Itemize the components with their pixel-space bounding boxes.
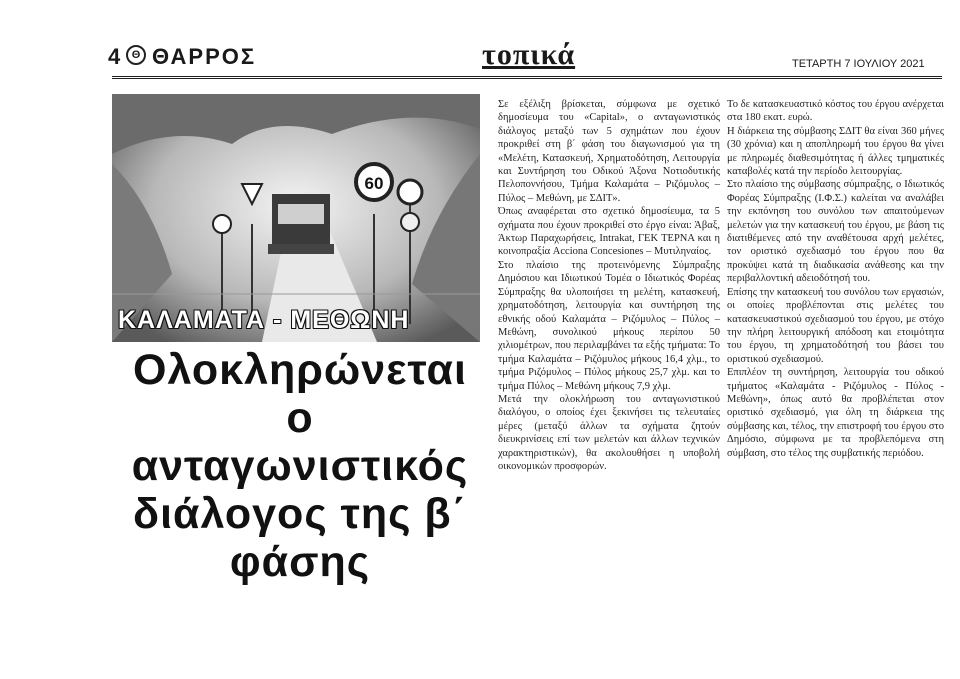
page-number: 4 (108, 44, 121, 69)
paragraph: Στο πλαίσιο της σύμβασης σύμπραξης, ο Ιδιωτικός Φορέας Σύμπραξης (Ι.Φ.Σ.) καλείται να αναλάβει την εκπόνηση του συνόλου των απαιτούμενων μελετών για την κατασκευή του έργου, με βάση τις διατιθέμενες από την αναθέτουσα αρχή μελέτες, τον οριστικό σχεδιασμό του έργου που θα προκύψει κατά τη διαδικασία ανάθεσης και την περιβαλλοντική αδειοδότησή του. (727, 179, 944, 285)
headline-line: διάλογος της β΄ φάσης (133, 490, 467, 586)
paragraph: Μετά την ολοκλήρωση του ανταγωνιστικού διαλόγου, ο οποίος έχει ξεκινήσει τις τελευταίες μέρες (μεταξύ άλλων τα σχήματα ζητούν διευκρινίσεις επί των μελετών και άλλων τεχνικών χαρακτηριστικών), θα ακολουθήσει η υποβολή οικονομικών προσφορών. (498, 393, 720, 472)
paragraph: Όπως αναφέρεται στο σχετικό δημοσίευμα, τα 5 σχήματα που έχουν προκριθεί στο έργο είναι: Άβαξ, Άκτωρ Παραχωρήσεις, Intrakat, ΓΕΚ ΤΕΡΝΑ και η κοινοπραξία Acciona Concesiones – Μυτιληναίος. (498, 206, 720, 258)
headline-line: Ολοκληρώνεται (133, 346, 467, 394)
paragraph: Επίσης την κατασκευή του συνόλου των εργασιών, οι οποίες προβλέπονται στις μελέτες του κατασκευαστικού σχεδιασμού του έργου, με στόχο την πλήρη λειτουργική απόδοση και ετοιμότητα του έργου, τη χρηματοδότησή του βάσει του οριστικού σχεδιασμού. (727, 286, 944, 365)
paragraph: Η διάρκεια της σύμβασης ΣΔΙΤ θα είναι 360 μήνες (30 χρόνια) και η αποπληρωμή του έργου θα γίνει με πληρωμές διαθεσιμότητας ή άλλες τμηματικές καταβολές κατά την περίοδο λειτουργίας. (727, 125, 944, 178)
article-column-1 (498, 98, 720, 473)
article-photo (112, 94, 480, 342)
paragraph: Το δε κατασκευαστικό κόστος του έργου ανέρχεται στα 180 εκατ. ευρώ. (727, 99, 944, 124)
header-rule (112, 76, 942, 79)
newspaper-logo-icon: Θ (126, 45, 146, 65)
speed-limit-sign: 60 (364, 174, 384, 193)
article-headline (112, 346, 488, 586)
section-title: τοπικά (482, 38, 576, 71)
headline-line: ο ανταγωνιστικός (131, 394, 469, 490)
paragraph: Στο πλαίσιο της προτεινόμενης Σύμπραξης Δημόσιου και Ιδιωτικού Τομέα ο Ιδιωτικός Φορέας Σύμπραξης θα υλοποιήσει τη μελέτη, κατασκευή, χρηματοδότηση, λειτουργία και συντήρηση της εθνικής οδού Καλαμάτα – Ριζόμυλος – Πύλος – Μεθώνη, συνολικού μήκους περίπου 50 χιλιομέτρων, που περιλαμβάνει τα εξής τμήματα: Το τμήμα Καλαμάτα – Ριζόμυλος μήκους 16,4 χλμ., το τμήμα Ριζόμυλος – Πύλος μήκους 25,7 χλμ. και το τμήμα Πύλος – Μεθώνη μήκους 7,9 χλμ. (498, 259, 720, 392)
article-column-2 (727, 98, 944, 460)
paragraph: Επιπλέον τη συντήρηση, λειτουργία του οδικού τμήματος «Καλαμάτα - Ριζόμυλος - Πύλος - Μεθώνη», όπως αυτό θα προβλέπεται στον οριστικό σχεδιασμό, για όλη τη διάρκεια της σύμβασης και, τέλος, την επιστροφή του έργου στο Δημόσιο, σύμφωνα με τα προβλεπόμενα στη σύμβαση, στο τέλος της συμβατικής περιόδου. (727, 367, 944, 459)
paragraph: Σε εξέλιξη βρίσκεται, σύμφωνα με σχετικό δημοσίευμα του «Capital», ο ανταγωνιστικός διάλογος μεταξύ των 5 σχημάτων που έχουν προκριθεί στη β΄ φάση του διαγωνισμού για τη «Μελέτη, Κατασκευή, Χρηματοδότηση, Λειτουργία και Συντήρηση του Οδικού Άξονα Νοτιοδυτικής Πελοποννήσου, Τμήμα Καλαμάτα – Ριζόμυλος – Πύλος – Μεθώνη, με ΣΔΙΤ». (498, 99, 720, 204)
article-kicker: ΚΑΛΑΜΑΤΑ - ΜΕΘΩΝΗ (118, 306, 410, 334)
issue-date: ΤΕΤΑΡΤΗ 7 ΙΟΥΛΙΟΥ 2021 (792, 58, 925, 70)
newspaper-name: ΘΑΡΡΟΣ (152, 44, 257, 69)
